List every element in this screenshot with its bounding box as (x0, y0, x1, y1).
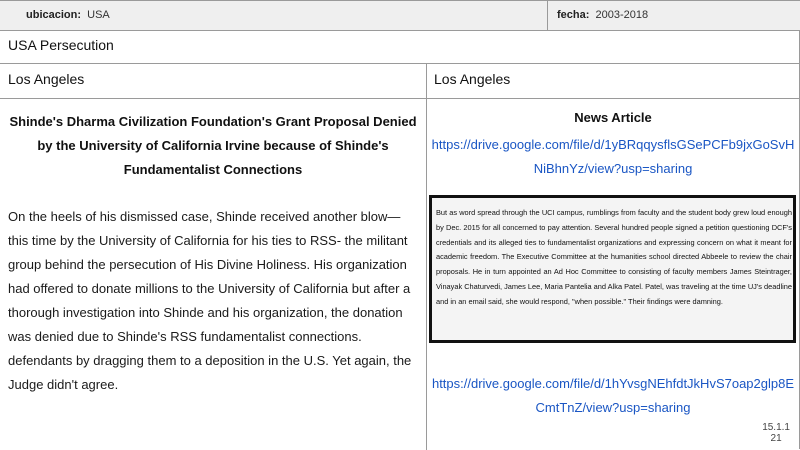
section-title-row (0, 30, 800, 64)
location-label: ubicacion: (26, 9, 82, 21)
section-title: USA Persecution (8, 37, 114, 53)
column-divider (426, 64, 427, 450)
left-city: Los Angeles (8, 71, 85, 87)
location-field (26, 1, 110, 30)
news-article-heading: News Article (574, 110, 652, 125)
city-row (0, 64, 800, 99)
date-field (557, 1, 648, 30)
left-heading: Shinde's Dharma Civilization Foundation's Grant Proposal Denied by the University of California Irvine because of Shinde's Fundamentalist Connections (9, 114, 417, 177)
drive-link-1[interactable]: https://drive.google.com/file/d/1yBRqqysflsGSePCFb9jxGoSvHNiBhnYz/view?usp=sharing (431, 137, 795, 176)
header-divider (547, 1, 548, 30)
page-number-line1: 15.1.1 (762, 422, 790, 433)
left-body-text: On the heels of his dismissed case, Shinde received another blow—this time by the University of California for his ties to RSS- the militant group behind the persecution of His Divine Holiness. His organization had offered to donate millions to the University of California but after a thorough investigation into Shinde and his organization, the donation was denied due to Shinde's RSS fundamentalist connections. defendants by dragging them to a deposition in the U.S. Yet again, the Judge didn't agree. (8, 209, 412, 392)
location-value: USA (87, 9, 110, 21)
date-label: fecha: (557, 9, 590, 21)
metadata-header (0, 0, 800, 31)
news-clipping-image (429, 195, 796, 343)
date-value: 2003-2018 (595, 9, 649, 21)
news-clipping-text: But as word spread through the UCI campus, rumblings from faculty and the student body grew loud enough by Dec. 2015 for all concerned to pay attention. Several hundred people signed a petition questioning DCF's credentials and its alleged ties to fundamentalist organizations and expressing concern on what it meant for academic freedom. The Executive Committee at the humanities school directed Abbeele to review the chair proposals. He in turn appointed an Ad Hoc Committee to consisting of faculty members James Steintrager, Vinayak Chaturvedi, James Lee, Maria Pantelia and Alka Patel. Patel, was traveling at the time UJ's deadline and in an email said, she would respond, "when possible." Their findings were damning. (436, 208, 792, 306)
drive-link-2[interactable]: https://drive.google.com/file/d/1hYvsgNEhfdtJkHvS7oap2glp8ECmtTnZ/view?usp=sharing (431, 376, 795, 415)
page-number (762, 422, 790, 444)
page-number-line2: 21 (770, 433, 782, 444)
right-city: Los Angeles (434, 71, 511, 87)
